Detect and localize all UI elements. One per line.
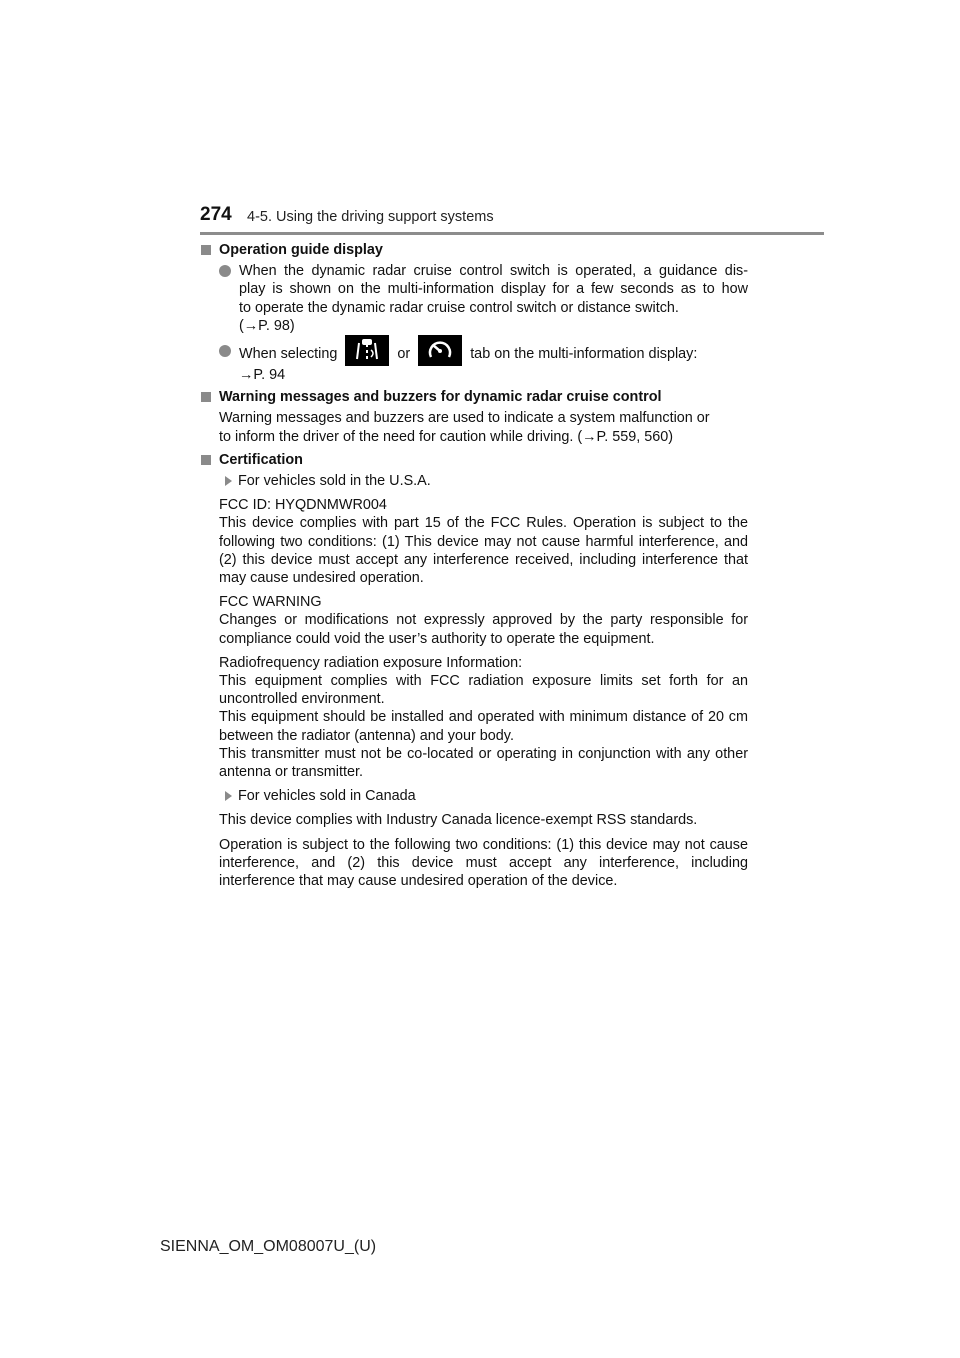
fcc-warning-text: Changes or modifications not expressly approved by the party responsible for compliance could void the user’s authority to operate the equipment. [219,612,748,647]
bullet-line: to operate the dynamic radar cruise control switch or distance switch. [239,299,679,316]
rf-block [219,654,748,781]
document-id: SIENNA_OM_OM08007U_(U) [160,1238,377,1255]
section-heading: Warning messages and buzzers for dynamic radar cruise control [219,389,662,406]
fcc-block [219,496,748,587]
bullet-text: or [397,345,411,362]
fcc-warning-title: FCC WARNING [219,594,322,611]
fcc-warning-block [219,593,748,648]
triangle-bullet-icon [225,476,232,486]
page-reference: (→P. 98) [239,317,295,334]
paragraph-line: to inform the driver of the need for caution while driving. (→P. 559, 560) [219,428,674,445]
round-bullet-icon [219,265,231,277]
sub-heading [200,787,748,805]
page-number: 274 [200,204,232,225]
section-certification [200,451,748,890]
section-heading: Certification [219,451,303,468]
bullet-text: tab on the multi-information display: [470,345,698,362]
canada-text: This device complies with Industry Canada licence-exempt RSS standards. [219,812,698,829]
gauge-tab-icon [418,335,462,366]
section-heading: Operation guide display [219,242,383,258]
rf-text: This equipment complies with FCC radiation exposure limits set forth for an uncontrolled environment. [219,673,748,708]
paragraph-line: Warning messages and buzzers are used to indicate a system malfunction or [219,410,710,427]
page-reference: →P. 94 [239,367,286,384]
bullet-line: When the dynamic radar cruise control switch is operated, a guidance dis- [239,263,748,280]
rf-text: This equipment should be installed and operated with minimum distance of 20 cm between the radiator (antenna) and your body. [219,709,748,744]
rf-title: Radiofrequency radiation exposure Information: [219,654,523,671]
header-rule [200,232,824,235]
bullet-text: When selecting [239,345,338,362]
canada-text: Operation is subject to the following two conditions: (1) this device may not cause interference, and (2) this device must accept any interference, including interference that may cause undesired operation of the device. [219,836,748,890]
fcc-id: FCC ID: HYQDNMWR004 [219,497,387,514]
section-operation-guide [200,241,748,384]
sub-heading-text: For vehicles sold in Canada [238,788,416,805]
sub-heading-text: For vehicles sold in the U.S.A. [238,473,431,490]
triangle-bullet-icon [225,791,232,801]
sub-heading [200,472,748,490]
driving-assist-tab-icon [345,335,389,366]
bullet-item [219,262,748,335]
rf-text: This transmitter must not be co-located or operating in conjunction with any other antenna or transmitter. [219,745,748,781]
round-bullet-icon [219,345,231,357]
section-title: 4-5. Using the driving support systems [247,209,494,225]
square-bullet-icon [201,392,211,402]
page-content [200,241,748,894]
section-warning [200,388,748,446]
bullet-line: play is shown on the multi-information display for a few seconds as to how [239,281,748,298]
fcc-text: This device complies with part 15 of the FCC Rules. Operation is subject to the following two conditions: (1) This device may not cause harmful interference, and (2) this device must accept any interference received, including interference that may cause undesired operation. [219,515,748,587]
square-bullet-icon [201,245,211,255]
square-bullet-icon [201,455,211,465]
bullet-item [219,342,748,384]
